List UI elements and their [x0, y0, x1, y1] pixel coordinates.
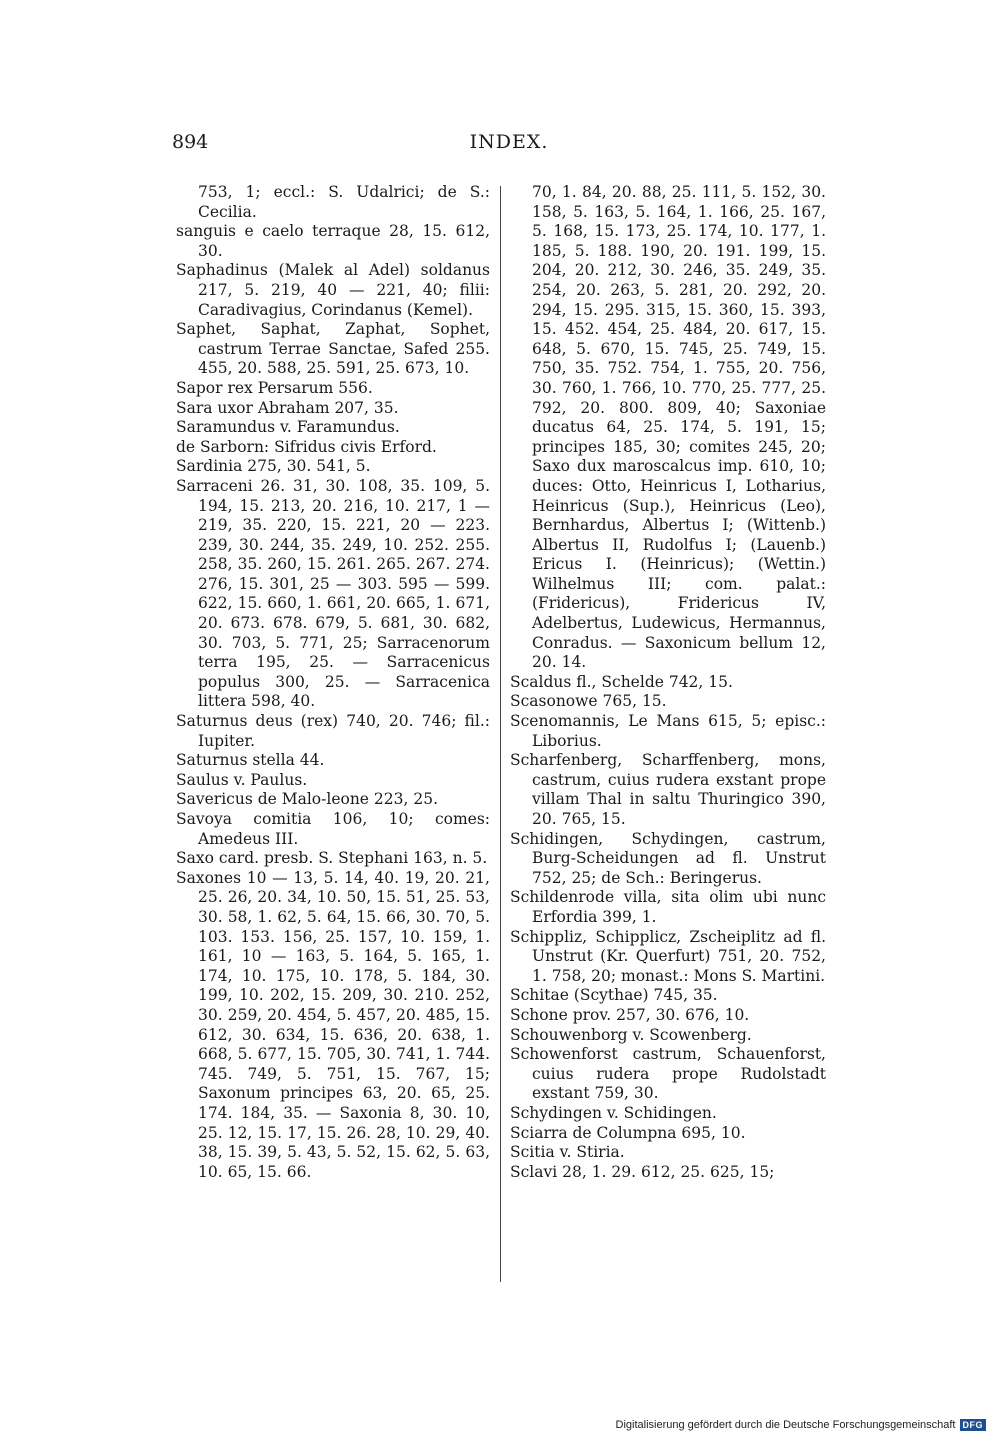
footer	[616, 1419, 986, 1431]
index-entry: Schidingen, Schydingen, castrum, Burg-Scheidungen ad fl. Unstrut 752, 25; de Sch.: Beringerus.	[510, 829, 826, 887]
index-entry: Saramundus v. Faramundus.	[176, 418, 400, 437]
index-entry: Sapor rex Persarum 556.	[176, 378, 373, 397]
page-number: 894	[172, 131, 209, 153]
index-entry: 70, 1. 84, 20. 88, 25. 111, 5. 152, 30. 158, 5. 163, 5. 164, 1. 166, 25. 167, 5. 168, 15. 173, 25. 174, 10. 177, 1. 185, 5. 188. 190, 20. 191. 199, 15. 204, 20. 212, 30. 246, 35. 249, 35. 254, 20. 263, 5. 281, 20. 292, 20. 294, 15. 295. 315, 15. 360, 15. 393, 15. 452. 454, 25. 484, 20. 617, 15. 648, 5. 670, 15. 745, 25. 749, 15. 750, 35. 752. 754, 1. 755, 20. 756, 30. 760, 1. 766, 10. 770, 25. 777, 25. 792, 20. 800. 809, 40; Saxoniae ducatus 64, 25. 174, 5. 191, 15; principes 185, 30; comites 245, 20; Saxo dux maroscalcus imp. 610, 10; duces: Otto, Heinricus I, Lotharius, Heinricus (Sup.), Heinricus (Leo), Bernhardus, Albertus I; (Wittenb.) Albertus II, Rudolfus I; (Lauenb.) Ericus I. (Heinricus); (Wettin.) Wilhelmus III; com. palat.: (Fridericus), Fridericus IV, Adelbertus, Ludewicus, Hermannus, Conradus. — Saxonicum bellum 12, 20. 14.	[532, 183, 826, 672]
index-entry: Scaldus fl., Schelde 742, 15.	[510, 672, 733, 691]
right-column	[510, 183, 826, 1182]
index-entry: Saturnus deus (rex) 740, 20. 746; fil.: Iupiter.	[176, 712, 490, 750]
index-entry: Saxo card. presb. S. Stephani 163, n. 5.	[176, 849, 488, 868]
index-entry: Saphadinus (Malek al Adel) soldanus 217, 5. 219, 40 — 221, 40; filii: Caradivagius, Corindanus (Kemel).	[176, 261, 490, 319]
index-entry: Saulus v. Paulus.	[176, 770, 308, 789]
index-entry: Schydingen v. Schidingen.	[510, 1103, 717, 1122]
index-entry: Savericus de Malo-leone 223, 25.	[176, 790, 438, 809]
footer-text: Digitalisierung gefördert durch die Deutsche Forschungsgemeinschaft	[615, 1419, 956, 1431]
index-entry: Scasonowe 765, 15.	[510, 692, 667, 711]
index-entry: Sardinia 275, 30. 541, 5.	[176, 457, 371, 476]
index-entry: Savoya comitia 106, 10; comes: Amedeus III.	[176, 810, 490, 848]
index-entry: Saturnus stella 44.	[176, 751, 325, 770]
index-entry: Saxones 10 — 13, 5. 14, 40. 19, 20. 21, 25. 26, 20. 34, 10. 50, 15. 51, 25. 53, 30. 58, 1. 62, 5. 64, 15. 66, 30. 70, 5. 103. 153. 156, 25. 157, 10. 159, 1. 161, 10 — 163, 5. 164, 5. 165, 1. 174, 10. 175, 10. 178, 5. 184, 30. 199, 10. 202, 15. 209, 30. 210. 252, 30. 259, 20. 454, 5. 457, 20. 485, 15. 612, 30. 634, 15. 636, 20. 638, 1. 668, 5. 677, 15. 705, 30. 741, 1. 744. 745. 749, 5. 751, 15. 767, 15; Saxonum principes 63, 20. 65, 25. 174. 184, 35. — Saxonia 8, 30. 10, 25. 12, 15. 17, 15. 26. 28, 10. 29, 40. 38, 15. 39, 5. 43, 5. 52, 15. 62, 5. 63, 10. 65, 15. 66.	[176, 868, 490, 1181]
index-entry: 753, 1; eccl.: S. Udalrici; de S.: Cecilia.	[198, 183, 490, 221]
index-entry: Schitae (Scythae) 745, 35.	[510, 986, 718, 1005]
index-entry: sanguis e caelo terraque 28, 15. 612, 30.	[176, 222, 490, 260]
index-entry: Schippliz, Schipplicz, Zscheiplitz ad fl. Unstrut (Kr. Querfurt) 751, 20. 752, 1. 758, 20; monast.: Mons S. Martini.	[510, 927, 826, 985]
index-entry: Sarraceni 26. 31, 30. 108, 35. 109, 5. 194, 15. 213, 20. 216, 10. 217, 1 — 219, 35. 220, 15. 221, 20 — 223. 239, 30. 244, 35. 249, 10. 252. 255. 258, 35. 260, 15. 261. 265. 267. 274. 276, 15. 301, 25 — 303. 595 — 599. 622, 15. 660, 1. 661, 20. 665, 1. 671, 20. 673. 678. 679, 5. 681, 30. 682, 30. 703, 5. 771, 25; Sarracenorum terra 195, 25. — Sarracenicus populus 300, 25. — Sarracenica littera 598, 40.	[176, 476, 490, 711]
left-column	[176, 183, 490, 1182]
column-divider	[500, 186, 501, 1282]
index-entry: Saphet, Saphat, Zaphat, Sophet, castrum Terrae Sanctae, Safed 255. 455, 20. 588, 25. 591, 25. 673, 10.	[176, 320, 490, 378]
index-entry: Scharfenberg, Scharffenberg, mons, castrum, cuius rudera exstant prope villam Thal in saltu Thuringico 390, 20. 765, 15.	[510, 751, 826, 828]
index-entry: Scenomannis, Le Mans 615, 5; episc.: Liborius.	[510, 712, 826, 750]
index-entry: de Sarborn: Sifridus civis Erford.	[176, 437, 437, 456]
index-entry: Sclavi 28, 1. 29. 612, 25. 625, 15;	[510, 1162, 775, 1181]
index-entry: Sciarra de Columpna 695, 10.	[510, 1123, 746, 1142]
dfg-logo: DFG	[960, 1419, 987, 1431]
index-entry: Sara uxor Abraham 207, 35.	[176, 398, 399, 417]
page-title: INDEX.	[469, 131, 549, 153]
index-entry: Scitia v. Stiria.	[510, 1143, 625, 1162]
index-entry: Schowenforst castrum, Schauenforst, cuius rudera prope Rudolstadt exstant 759, 30.	[510, 1045, 826, 1103]
index-entry: Schouwenborg v. Scowenberg.	[510, 1025, 752, 1044]
index-entry: Schildenrode villa, sita olim ubi nunc Erfordia 399, 1.	[510, 888, 826, 926]
index-entry: Schone prov. 257, 30. 676, 10.	[510, 1005, 750, 1024]
